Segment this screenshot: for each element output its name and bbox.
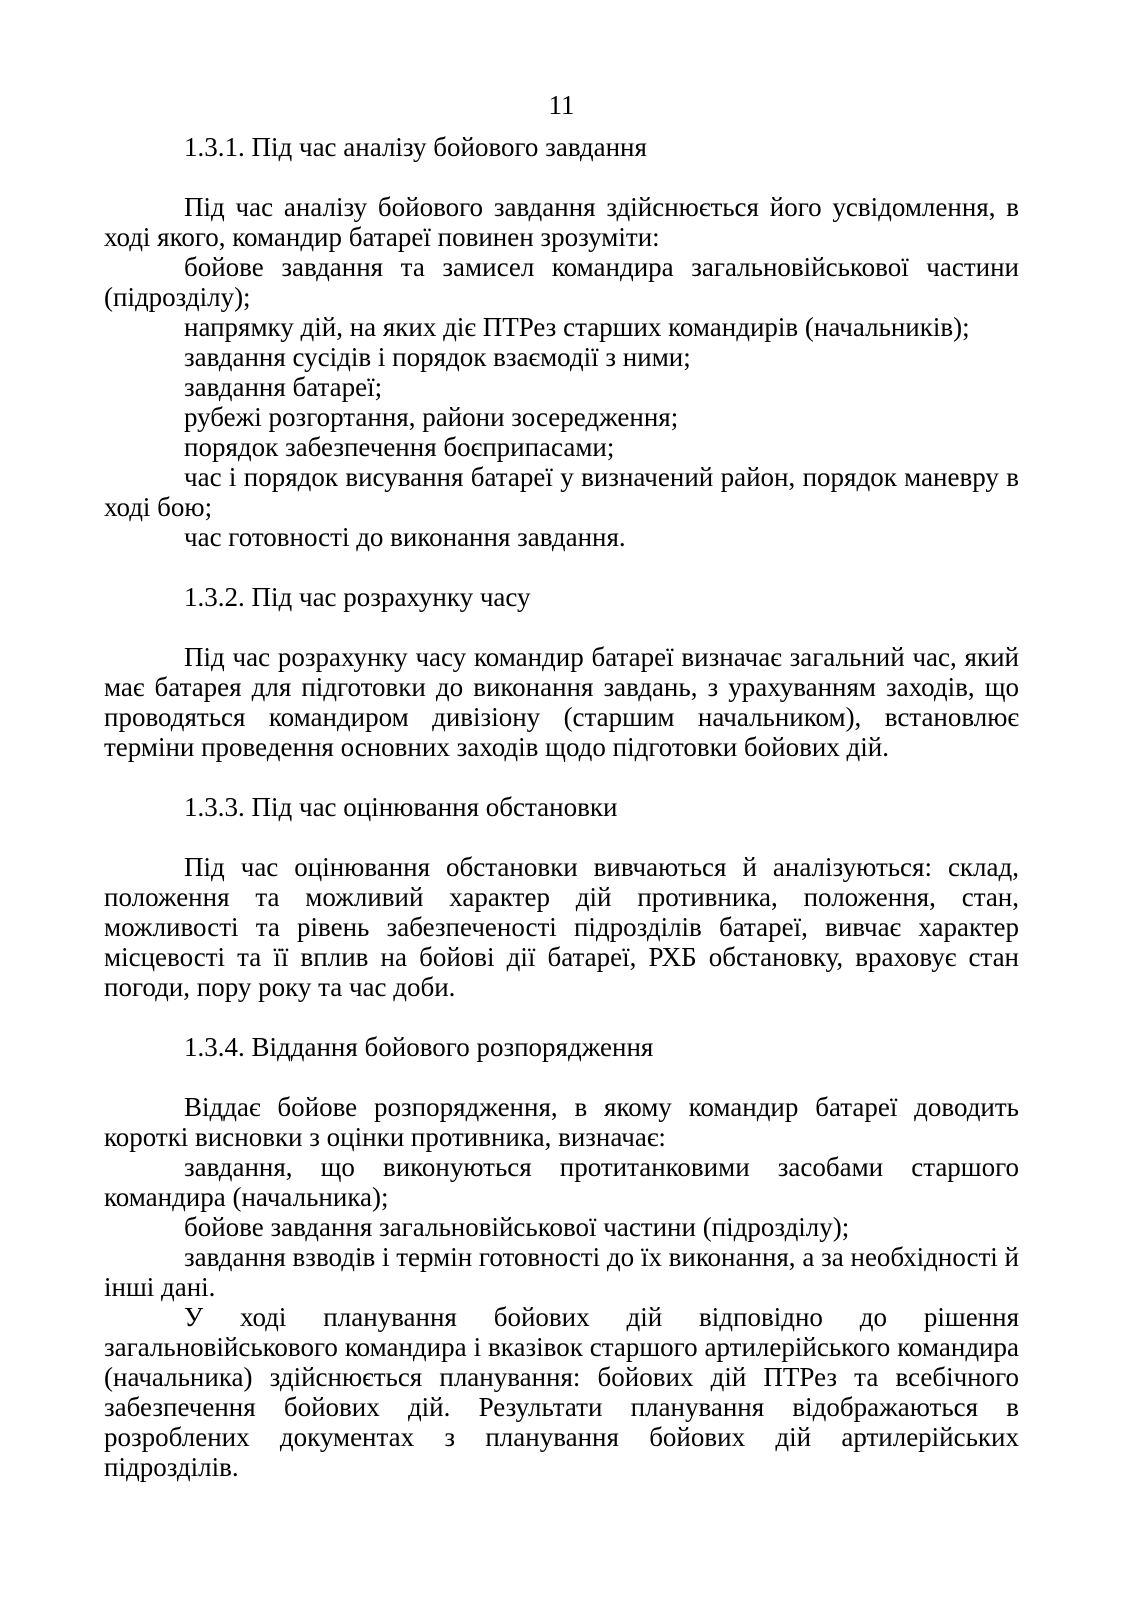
paragraph-intro-1-3-1: Під час аналізу бойового завдання здійснюється його усвідомлення, в ході якого, командир батареї повинен зрозуміти: (104, 192, 1019, 252)
list-item-paragraph: бойове завдання та замисел командира загальновійськової частини (підрозділу); (104, 252, 1019, 312)
page-number: 11 (548, 90, 575, 120)
list-item-paragraph: напрямку дій, на яких діє ПТРез старших командирів (начальників); (184, 312, 970, 342)
list-item-paragraph: завдання, що виконуються протитанковими засобами старшого командира (начальника); (104, 1152, 1019, 1212)
paragraph-intro-1-3-4: Віддає бойове розпорядження, в якому командир батареї доводить короткі висновки з оцінки противника, визначає: (104, 1092, 1019, 1152)
section-heading-1-3-3: 1.3.3. Під час оцінювання обстановки (184, 792, 618, 822)
list-item-paragraph: час готовності до виконання завдання. (184, 522, 626, 552)
paragraph-planning-1-3-4: У ході планування бойових дій відповідно до рішення загальновійськового командира і вказівок старшого артилерійського командира (начальника) здійснюється планування: бойових дій ПТРез та всебічного забезпечення бойових дій. Результати планування відображаються в розроблених документах з планування бойових дій артилерійських підрозділів. (104, 1302, 1019, 1482)
list-item-paragraph: порядок забезпечення боєприпасами; (184, 432, 615, 462)
paragraph-1-3-3: Під час оцінювання обстановки вивчаються й аналізуються: склад, положення та можливий характер дій противника, положення, стан, можливості та рівень забезпеченості підрозділів батареї, вивчає характер місцевості та її вплив на бойові дії батареї, РХБ обстановку, враховує стан погоди, пору року та час доби. (104, 852, 1019, 1002)
paragraph-1-3-2: Під час розрахунку часу командир батареї визначає загальний час, який має батарея для підготовки до виконання завдань, з урахуванням заходів, що проводяться командиром дивізіону (старшим начальником), встановлює терміни проведення основних заходів щодо підготовки бойових дій. (104, 642, 1019, 762)
list-item-paragraph: рубежі розгортання, райони зосередження; (184, 402, 679, 432)
list-item-paragraph: завдання взводів і термін готовності до їх виконання, а за необхідності й інші дані. (104, 1242, 1019, 1302)
section-heading-1-3-1: 1.3.1. Під час аналізу бойового завдання (184, 132, 647, 162)
list-item-paragraph: завдання сусідів і порядок взаємодії з ними; (184, 342, 691, 372)
section-heading-1-3-4: 1.3.4. Віддання бойового розпорядження (184, 1032, 654, 1062)
list-item-paragraph: завдання батареї; (184, 372, 383, 402)
document-content (104, 90, 1019, 1482)
section-heading-1-3-2: 1.3.2. Під час розрахунку часу (184, 582, 531, 612)
list-item-paragraph: бойове завдання загальновійськової частини (підрозділу); (184, 1212, 850, 1242)
list-item-paragraph: час і порядок висування батареї у визначений район, порядок маневру в ході бою; (104, 462, 1019, 522)
